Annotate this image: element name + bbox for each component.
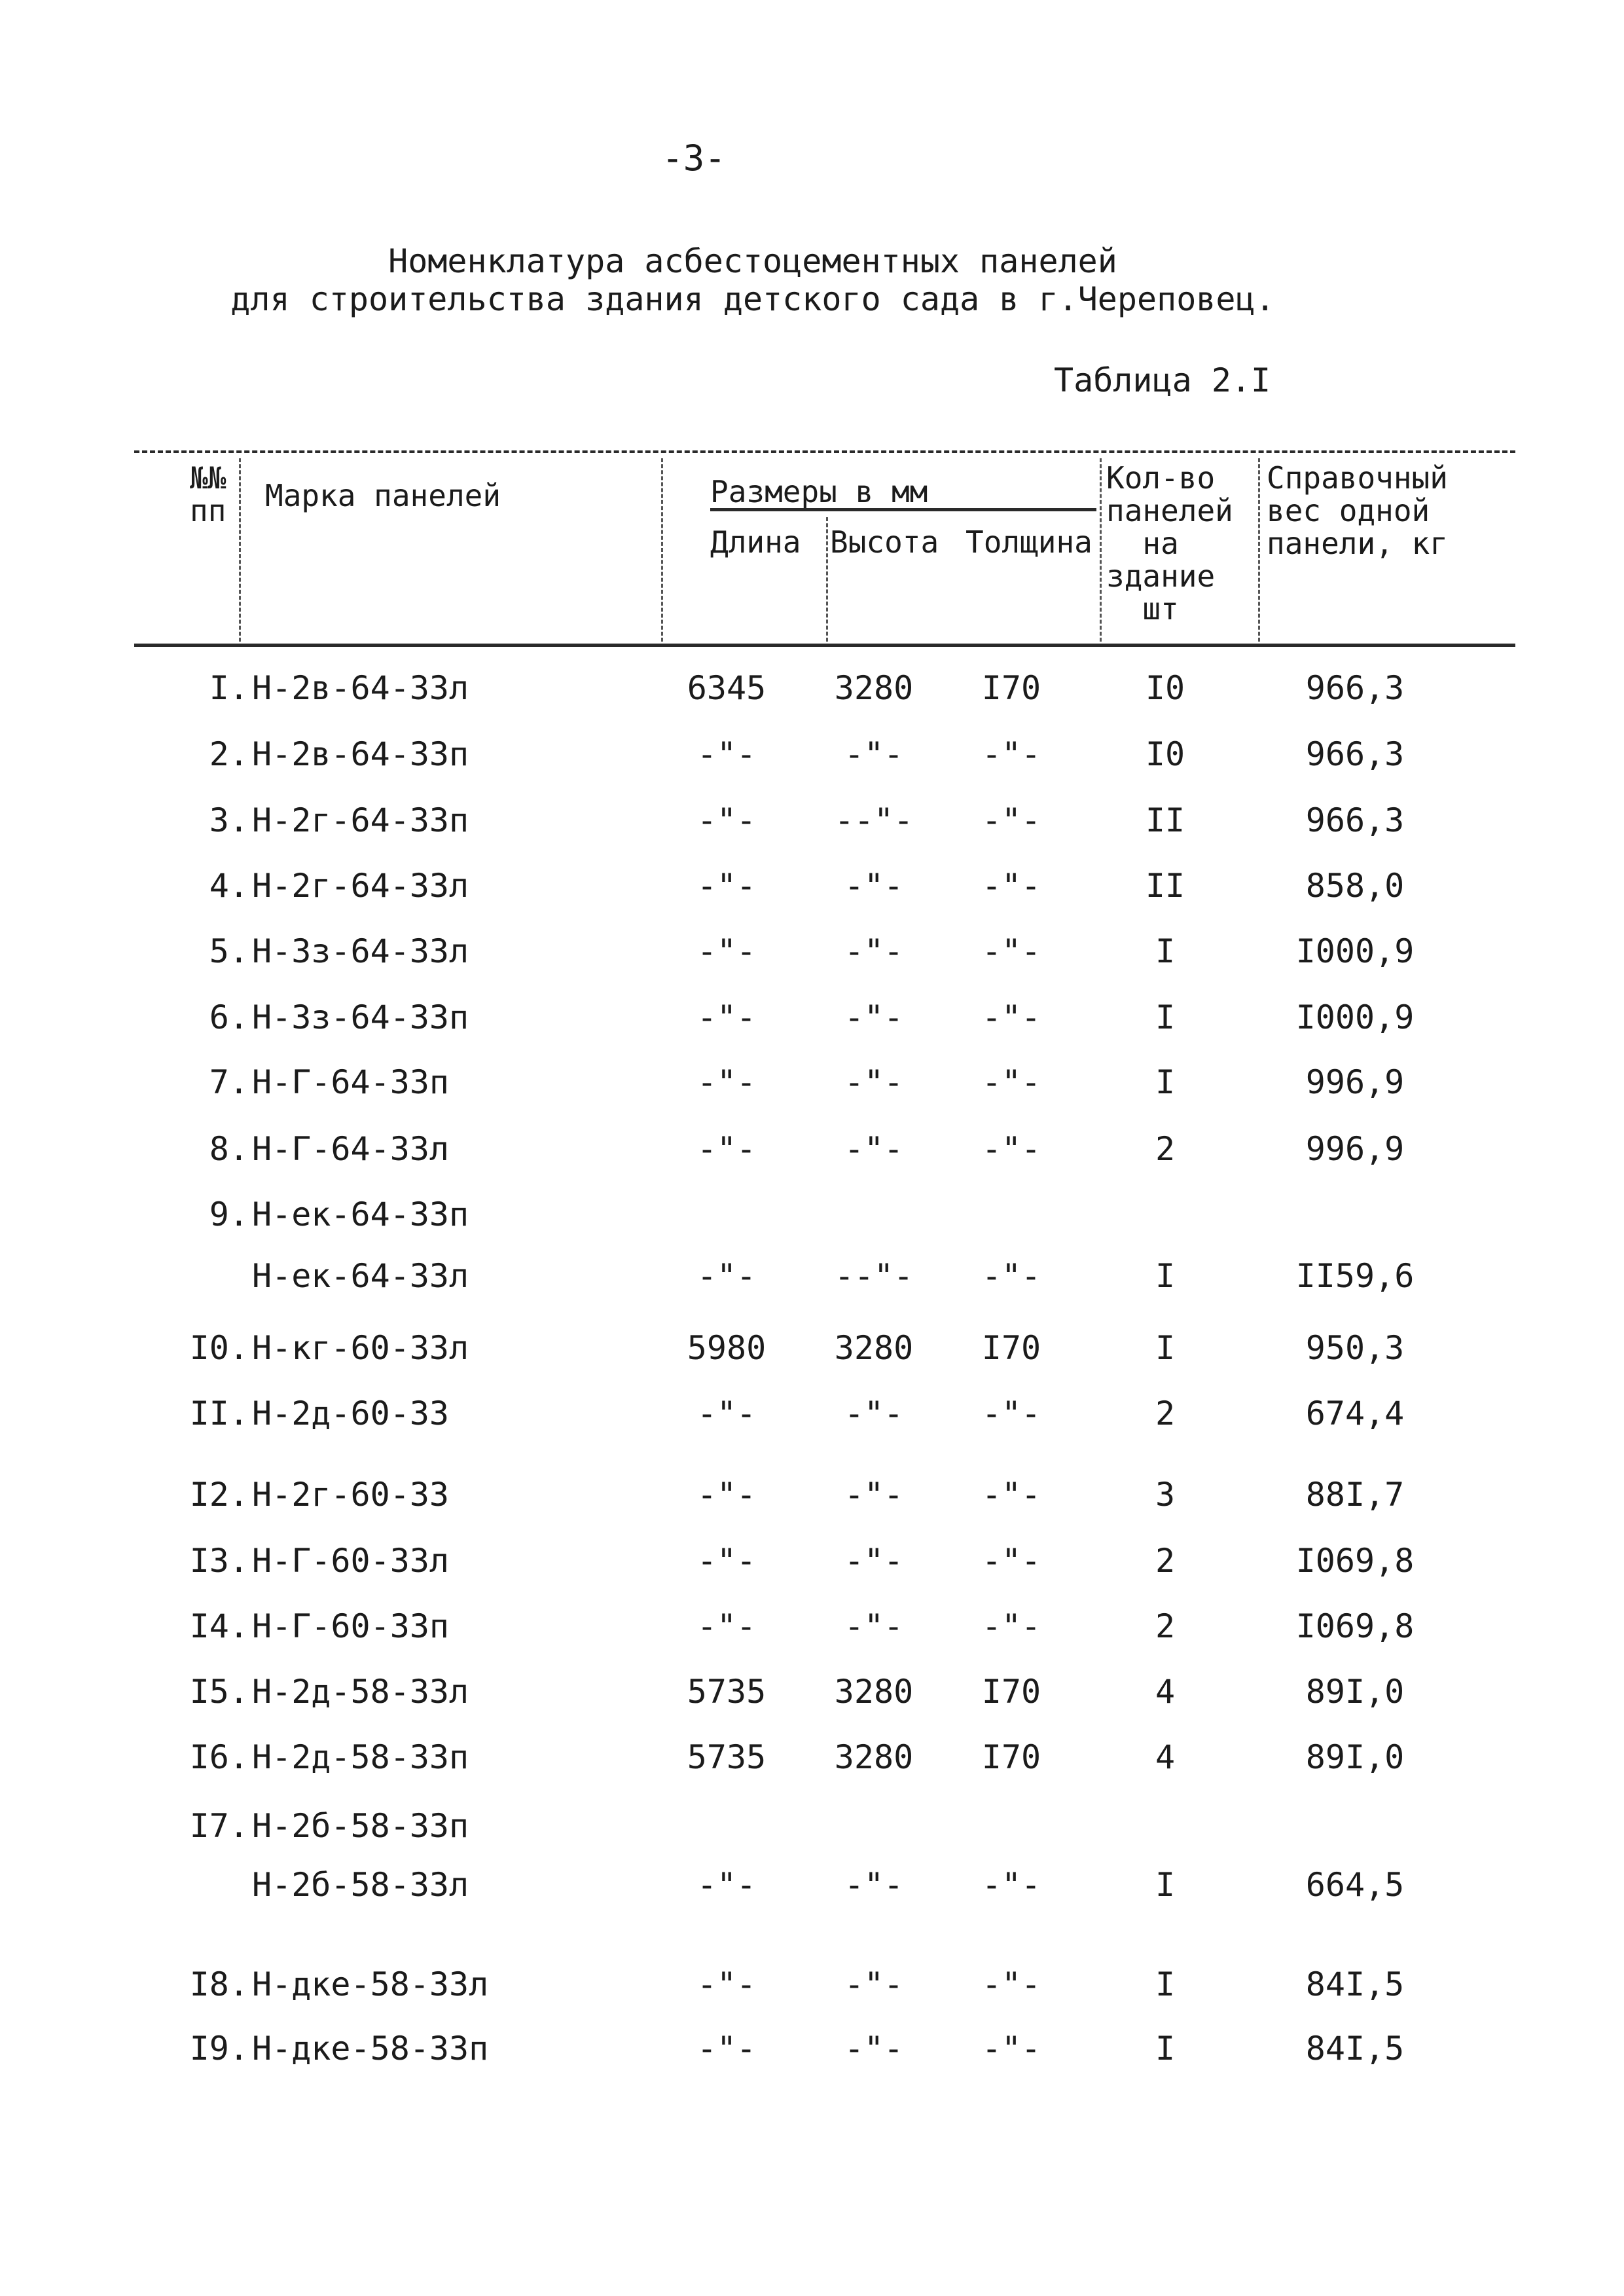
quantity-value: I0 <box>1145 735 1185 773</box>
length-value: 5735 <box>687 1673 767 1711</box>
thickness-value: -"- <box>981 867 1041 905</box>
header-quantity: Кол-во панелей на здание шт <box>1106 460 1233 627</box>
document-title <box>131 242 1375 318</box>
row-number: I8. <box>189 1965 249 2003</box>
thickness-value: -"- <box>981 1063 1041 1101</box>
height-value: -"- <box>844 1130 904 1168</box>
panel-mark: Н-Г-60-33л <box>252 1542 450 1580</box>
weight-value: 84I,5 <box>1305 2030 1405 2068</box>
panel-mark: Н-2в-64-33л <box>252 669 469 707</box>
length-value: -"- <box>696 1063 757 1101</box>
length-value: -"- <box>696 735 757 773</box>
quantity-value: 2 <box>1155 1607 1176 1645</box>
panel-mark: Н-Г-64-33п <box>252 1063 450 1101</box>
panel-mark: Н-Г-60-33п <box>252 1607 450 1645</box>
quantity-value: 3 <box>1155 1476 1176 1514</box>
quantity-value: I <box>1155 1866 1176 1904</box>
row-number: 9. <box>209 1195 249 1233</box>
quantity-value: II <box>1145 867 1185 905</box>
weight-value: I069,8 <box>1295 1607 1415 1645</box>
row-number: I. <box>209 669 249 707</box>
weight-value: II59,6 <box>1295 1257 1415 1295</box>
thickness-value: I70 <box>981 1329 1041 1367</box>
length-value: -"- <box>696 1542 757 1580</box>
panel-mark: Н-2б-58-33л <box>252 1866 469 1904</box>
length-value: 5735 <box>687 1738 767 1776</box>
quantity-value: I <box>1155 1965 1176 2003</box>
height-value: --"- <box>834 1257 914 1295</box>
weight-value: I000,9 <box>1295 932 1415 970</box>
title-line-2: для строительства здания детского сада в г.Череповец. <box>230 280 1275 318</box>
weight-value: 674,4 <box>1305 1394 1405 1432</box>
height-value: -"- <box>844 1866 904 1904</box>
height-value: -"- <box>844 1063 904 1101</box>
panel-mark: Н-ек-64-33л <box>252 1257 469 1295</box>
column-divider <box>661 458 663 642</box>
length-value: 5980 <box>687 1329 767 1367</box>
height-value: 3280 <box>834 669 914 707</box>
weight-value: 664,5 <box>1305 1866 1405 1904</box>
quantity-value: 2 <box>1155 1542 1176 1580</box>
length-value: -"- <box>696 1866 757 1904</box>
thickness-value: I70 <box>981 1673 1041 1711</box>
panel-mark: Н-2д-60-33 <box>252 1394 450 1432</box>
thickness-value: -"- <box>981 2030 1041 2068</box>
weight-value: 996,9 <box>1305 1130 1405 1168</box>
panel-mark: Н-дке-58-33л <box>252 1965 489 2003</box>
row-number: I2. <box>189 1476 249 1514</box>
weight-value: 996,9 <box>1305 1063 1405 1101</box>
height-value: -"- <box>844 867 904 905</box>
panel-mark: Н-2д-58-33п <box>252 1738 469 1776</box>
length-value: -"- <box>696 2030 757 2068</box>
header-height: Высота <box>830 524 939 560</box>
length-value: -"- <box>696 1257 757 1295</box>
row-number: 6. <box>209 998 249 1036</box>
thickness-value: -"- <box>981 1607 1041 1645</box>
header-weight: Справочный вес одной панели, кг <box>1267 460 1448 561</box>
height-value: -"- <box>844 735 904 773</box>
quantity-value: I <box>1155 932 1176 970</box>
quantity-value: I <box>1155 998 1176 1036</box>
thickness-value: -"- <box>981 1965 1041 2003</box>
weight-value: I069,8 <box>1295 1542 1415 1580</box>
title-line-1: Номенклатура асбестоцементных панелей <box>388 242 1117 280</box>
height-value: -"- <box>844 1965 904 2003</box>
panel-mark: Н-2д-58-33л <box>252 1673 469 1711</box>
table-label: Таблица 2.I <box>1054 361 1271 399</box>
weight-value: 89I,0 <box>1305 1673 1405 1711</box>
quantity-value: 4 <box>1155 1673 1176 1711</box>
row-number: I9. <box>189 2030 249 2068</box>
weight-value: 966,3 <box>1305 801 1405 839</box>
row-number: I5. <box>189 1673 249 1711</box>
page-number: -3- <box>662 137 726 179</box>
weight-value: 88I,7 <box>1305 1476 1405 1514</box>
row-number: 2. <box>209 735 249 773</box>
height-value: -"- <box>844 1476 904 1514</box>
quantity-value: 2 <box>1155 1394 1176 1432</box>
row-number: 7. <box>209 1063 249 1101</box>
row-number: I3. <box>189 1542 249 1580</box>
thickness-value: -"- <box>981 998 1041 1036</box>
length-value: 6345 <box>687 669 767 707</box>
thickness-value: I70 <box>981 669 1041 707</box>
row-number: 5. <box>209 932 249 970</box>
table-header-rule <box>134 644 1515 647</box>
length-value: -"- <box>696 1476 757 1514</box>
thickness-value: -"- <box>981 1476 1041 1514</box>
height-value: 3280 <box>834 1329 914 1367</box>
weight-value: 84I,5 <box>1305 1965 1405 2003</box>
size-group-underline <box>710 508 1096 511</box>
quantity-value: I <box>1155 1329 1176 1367</box>
row-number: 3. <box>209 801 249 839</box>
panel-mark: Н-2б-58-33п <box>252 1807 469 1845</box>
panel-mark: Н-2г-64-33п <box>252 801 469 839</box>
thickness-value: -"- <box>981 1130 1041 1168</box>
length-value: -"- <box>696 1607 757 1645</box>
panel-mark: Н-кг-60-33л <box>252 1329 469 1367</box>
thickness-value: -"- <box>981 735 1041 773</box>
height-value: -"- <box>844 2030 904 2068</box>
column-divider <box>239 458 241 642</box>
column-divider <box>826 517 828 642</box>
height-value: -"- <box>844 1542 904 1580</box>
height-value: -"- <box>844 932 904 970</box>
quantity-value: I <box>1155 2030 1176 2068</box>
quantity-value: II <box>1145 801 1185 839</box>
panel-mark: Н-3з-64-33п <box>252 998 469 1036</box>
header-number: №№ пп <box>190 460 226 528</box>
weight-value: 89I,0 <box>1305 1738 1405 1776</box>
quantity-value: 2 <box>1155 1130 1176 1168</box>
thickness-value: -"- <box>981 1866 1041 1904</box>
row-number: 8. <box>209 1130 249 1168</box>
height-value: 3280 <box>834 1738 914 1776</box>
row-number: I0. <box>189 1329 249 1367</box>
panel-mark: Н-2в-64-33п <box>252 735 469 773</box>
height-value: --"- <box>834 801 914 839</box>
thickness-value: -"- <box>981 1257 1041 1295</box>
height-value: 3280 <box>834 1673 914 1711</box>
quantity-value: 4 <box>1155 1738 1176 1776</box>
length-value: -"- <box>696 998 757 1036</box>
height-value: -"- <box>844 998 904 1036</box>
quantity-value: I <box>1155 1257 1176 1295</box>
panel-mark: Н-3з-64-33л <box>252 932 469 970</box>
thickness-value: I70 <box>981 1738 1041 1776</box>
length-value: -"- <box>696 1130 757 1168</box>
height-value: -"- <box>844 1394 904 1432</box>
header-mark: Марка панелей <box>265 478 501 513</box>
panel-mark: Н-2г-64-33л <box>252 867 469 905</box>
panel-mark: Н-ек-64-33п <box>252 1195 469 1233</box>
row-number: 4. <box>209 867 249 905</box>
row-number: I6. <box>189 1738 249 1776</box>
thickness-value: -"- <box>981 932 1041 970</box>
weight-value: 858,0 <box>1305 867 1405 905</box>
thickness-value: -"- <box>981 1394 1041 1432</box>
thickness-value: -"- <box>981 801 1041 839</box>
height-value: -"- <box>844 1607 904 1645</box>
length-value: -"- <box>696 801 757 839</box>
panel-mark: Н-дке-58-33п <box>252 2030 489 2068</box>
weight-value: 950,3 <box>1305 1329 1405 1367</box>
panel-mark: Н-2г-60-33 <box>252 1476 450 1514</box>
table-top-rule <box>134 450 1515 453</box>
column-divider <box>1100 458 1102 642</box>
length-value: -"- <box>696 1394 757 1432</box>
quantity-value: I <box>1155 1063 1176 1101</box>
length-value: -"- <box>696 867 757 905</box>
thickness-value: -"- <box>981 1542 1041 1580</box>
header-thickness: Толщина <box>965 524 1092 560</box>
row-number: I7. <box>189 1807 249 1845</box>
panel-mark: Н-Г-64-33л <box>252 1130 450 1168</box>
weight-value: I000,9 <box>1295 998 1415 1036</box>
row-number: II. <box>189 1394 249 1432</box>
weight-value: 966,3 <box>1305 669 1405 707</box>
header-size-group: Размеры в мм <box>710 474 928 509</box>
weight-value: 966,3 <box>1305 735 1405 773</box>
length-value: -"- <box>696 1965 757 2003</box>
quantity-value: I0 <box>1145 669 1185 707</box>
row-number: I4. <box>189 1607 249 1645</box>
length-value: -"- <box>696 932 757 970</box>
header-length: Длина <box>710 524 801 560</box>
column-divider <box>1258 458 1260 642</box>
